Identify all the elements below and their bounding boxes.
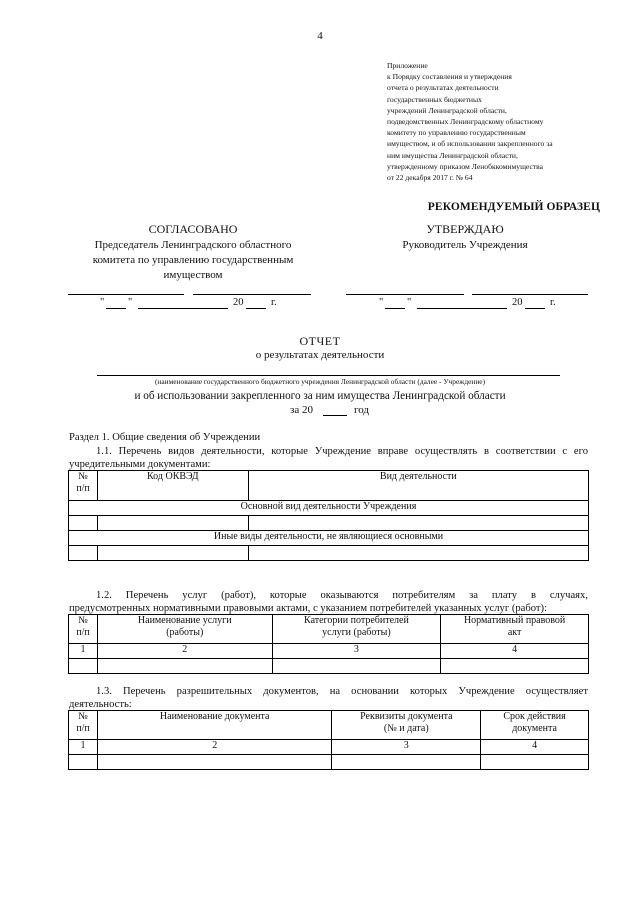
approval-line: имуществом <box>163 269 223 281</box>
permits-table <box>68 710 589 770</box>
appendix-line: ним имущества Ленинградской области, <box>387 150 518 160</box>
date-year: 20 <box>233 297 244 308</box>
t3-header-term-line2: документа <box>512 723 557 734</box>
appendix-note <box>387 60 602 183</box>
t3-cell <box>69 755 98 770</box>
report-year-prefix: за 20 <box>290 404 313 416</box>
p12-line2: предусмотренных нормативными правовыми актами, с указанием потребителей указанных услуг (работ): <box>69 603 548 614</box>
approval-block <box>68 222 318 283</box>
appendix-line: к Порядку составления и утверждения <box>387 72 512 82</box>
t3-header-num-line1: № <box>78 711 88 722</box>
date-day-line <box>385 308 405 309</box>
t2-cell <box>272 659 441 674</box>
appendix-line: комитету по управлению государственным <box>387 128 526 138</box>
t1-header-num-line2: п/п <box>76 483 90 494</box>
t3-header-term <box>481 711 589 740</box>
report-year-line <box>323 415 347 416</box>
t2-header-act-line1: Нормативный правовой <box>463 615 566 626</box>
date-year: 20 <box>512 297 523 308</box>
t3-header-doc: Наименование документа <box>97 711 332 740</box>
name-line <box>472 294 588 295</box>
t2-header-service-line2: (работы) <box>166 627 204 638</box>
date-month-line <box>138 308 228 309</box>
institution-name-note: (наименование государственного бюджетного учреждения Ленинградской области (далее - Учреждение) <box>154 377 486 386</box>
signature-line <box>346 294 464 295</box>
t2-header-consumers-line2: услуги (работы) <box>322 627 391 638</box>
date-month-line <box>417 308 507 309</box>
t2-header-consumers <box>272 615 441 644</box>
p11-line2: учредительными документами: <box>69 459 211 470</box>
t2-cell <box>441 659 589 674</box>
date-quote-open: " <box>379 297 384 308</box>
name-line <box>193 294 311 295</box>
t2-header-service <box>97 615 272 644</box>
date-suffix: г. <box>271 297 277 308</box>
t2-num-1: 1 <box>69 644 98 659</box>
appendix-line: государственных бюджетных <box>387 94 482 104</box>
t2-cell <box>69 659 98 674</box>
t3-num-4: 4 <box>481 740 589 755</box>
report-line2: и об использовании закрепленного за ним имущества Ленинградской области <box>134 390 506 402</box>
t2-header-consumers-line1: Категории потребителей <box>304 615 409 626</box>
date-quote-close: " <box>407 297 412 308</box>
t1-header-code: Код ОКВЭД <box>97 471 248 501</box>
t3-cell <box>332 755 481 770</box>
t3-num-2: 2 <box>97 740 332 755</box>
t2-cell <box>97 659 272 674</box>
date-year-line <box>525 308 545 309</box>
date-day-line <box>106 308 126 309</box>
date-year-line <box>246 308 266 309</box>
t2-header-act-line2: акт <box>507 627 522 638</box>
p11-line1: 1.1. Перечень видов деятельности, которые Учреждение вправе осуществлять в соответствии с его <box>96 446 588 457</box>
t1-header-kind: Вид деятельности <box>248 471 588 501</box>
t3-num-1: 1 <box>69 740 98 755</box>
t2-num-3: 3 <box>272 644 441 659</box>
t2-header-num-line2: п/п <box>76 627 90 638</box>
p13-line2: деятельность: <box>69 699 132 710</box>
t3-num-3: 3 <box>332 740 481 755</box>
t1-header-num <box>69 471 98 501</box>
t3-header-requisites-line1: Реквизиты документа <box>360 711 453 722</box>
t2-header-num-line1: № <box>78 615 88 626</box>
appendix-line: имуществом, и об использовании закрепленного за <box>387 139 553 149</box>
t3-cell <box>481 755 589 770</box>
activities-table <box>68 470 589 561</box>
t1-cell <box>69 546 98 561</box>
t2-header-num <box>69 615 98 644</box>
t2-num-4: 4 <box>441 644 589 659</box>
approval-line: комитета по управлению государственным <box>92 254 294 266</box>
t3-header-term-line1: Срок действия <box>503 711 566 722</box>
appendix-line: отчета о результатах деятельности <box>387 83 499 93</box>
t1-cell <box>248 516 588 531</box>
page-number: 4 <box>317 30 323 42</box>
date-suffix: г. <box>550 297 556 308</box>
t3-header-num-line2: п/п <box>76 723 90 734</box>
report-year-suffix: год <box>354 404 370 416</box>
date-quote-open: " <box>100 297 105 308</box>
appendix-line: Приложение <box>387 61 428 70</box>
t1-cell <box>69 516 98 531</box>
t3-cell <box>97 755 332 770</box>
signature-line <box>68 294 184 295</box>
approve-line: Руководитель Учреждения <box>402 239 528 251</box>
t2-header-act <box>441 615 589 644</box>
appendix-line: от 22 декабря 2017 г. № 64 <box>387 173 473 183</box>
t3-header-requisites-line2: (№ и дата) <box>383 723 429 734</box>
t1-cell <box>97 546 248 561</box>
sample-label: РЕКОМЕНДУЕМЫЙ ОБРАЗЕЦ <box>427 201 600 213</box>
approve-heading: УТВЕРЖДАЮ <box>426 222 504 236</box>
p12-line1: 1.2. Перечень услуг (работ), которые оказываются потребителям за плату в случаях, <box>96 590 588 601</box>
appendix-line: утвержденному приказом Ленобккомимущества <box>387 161 544 171</box>
t2-num-2: 2 <box>97 644 272 659</box>
t3-header-requisites <box>332 711 481 740</box>
report-title: ОТЧЕТ <box>299 334 341 348</box>
t2-header-service-line1: Наименование услуги <box>137 615 232 626</box>
appendix-line: подведомственных Ленинградскому областному <box>387 117 544 127</box>
t1-main-activity: Основной вид деятельности Учреждения <box>69 501 589 516</box>
p13-line1: 1.3. Перечень разрешительных документов, на основании которых Учреждение осуществляет <box>96 686 588 697</box>
institution-name-line <box>97 375 560 376</box>
approval-line: Председатель Ленинградского областного <box>94 239 292 251</box>
t1-header-num-line1: № <box>78 471 88 482</box>
approval-heading: СОГЛАСОВАНО <box>148 222 238 236</box>
approve-block <box>365 222 565 253</box>
t1-cell <box>248 546 588 561</box>
t1-cell <box>97 516 248 531</box>
appendix-line: учреждений Ленинградской области, <box>387 105 507 115</box>
date-quote-close: " <box>128 297 133 308</box>
section1-title: Раздел 1. Общие сведения об Учреждении <box>69 432 261 443</box>
report-subtitle: о результатах деятельности <box>255 349 385 361</box>
services-table <box>68 614 589 674</box>
t3-header-num <box>69 711 98 740</box>
t1-other-activity: Иные виды деятельности, не являющиеся основными <box>69 531 589 546</box>
